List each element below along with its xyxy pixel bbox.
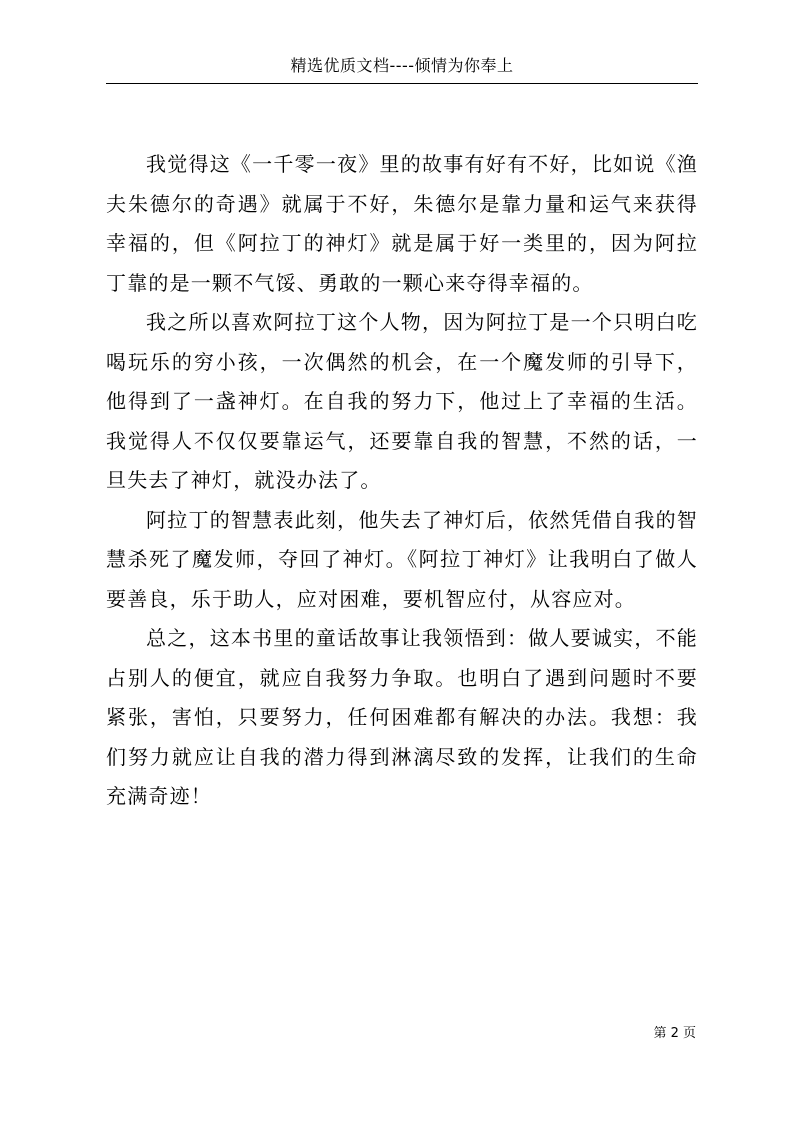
- header-title: 精选优质文档----倾情为你奉上: [290, 56, 514, 75]
- paragraph-3: 阿拉丁的智慧表此刻，他失去了神灯后，依然凭借自我的智慧杀死了魔发师，夺回了神灯。《阿拉丁神灯》让我明白了做人要善良，乐于助人，应对困难，要机智应付，从容应对。: [106, 507, 698, 611]
- paragraph-1: 我觉得这《一千零一夜》里的故事有好有不好，比如说《渔夫朱德尔的奇遇》就属于不好，朱德尔是靠力量和运气来获得幸福的，但《阿拉丁的神灯》就是属于好一类里的，因为阿拉丁靠的是一颗不气馁、勇敢的一颗心来夺得幸福的。: [106, 152, 698, 295]
- paragraph-2: 我之所以喜欢阿拉丁这个人物，因为阿拉丁是一个只明白吃喝玩乐的穷小孩，一次偶然的机会，在一个魔发师的引导下，他得到了一盏神灯。在自我的努力下，他过上了幸福的生活。我觉得人不仅仅要靠运气，还要靠自我的智慧，不然的话，一旦失去了神灯，就没办法了。: [106, 310, 698, 492]
- page-number: 第 2 页: [653, 1026, 696, 1041]
- page-header: [106, 54, 698, 84]
- document-body: [106, 145, 698, 817]
- paragraph-4: 总之，这本书里的童话故事让我领悟到：做人要诚实，不能占别人的便宜，就应自我努力争取。也明白了遇到问题时不要紧张，害怕，只要努力，任何困难都有解决的办法。我想：我们努力就应让自我的潜力得到淋漓尽致的发挥，让我们的生命充满奇迹！: [106, 626, 698, 808]
